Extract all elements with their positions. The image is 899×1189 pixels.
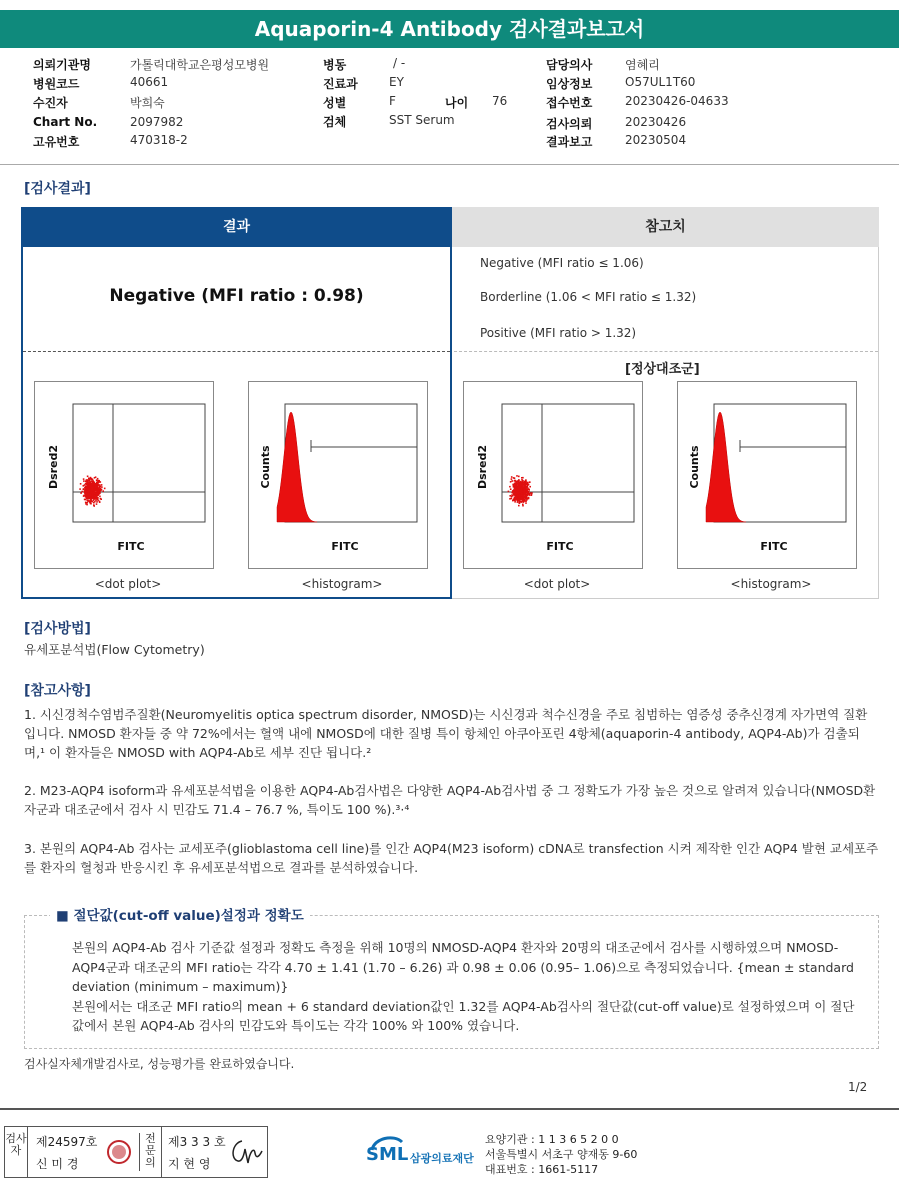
info-label: 병원코드 bbox=[33, 77, 80, 91]
signer-2-license: 제3 3 3 호 bbox=[168, 1135, 226, 1149]
signer-1-name: 신 미 경 bbox=[36, 1157, 79, 1171]
cutoff-paragraph-2: 본원에서는 대조군 MFI ratio의 mean + 6 standard deviation값인 1.32를 AQP4-Ab검사의 절단값(cut-off value)로 설정하였으며 이 절단값에서 본원 AQP4-Ab 검사의 민감도와 특이도는 각각 100% 와 100% 였습니다. bbox=[72, 998, 855, 1033]
reference-negative: Negative (MFI ratio ≤ 1.06) bbox=[480, 256, 644, 270]
info-value: F bbox=[389, 94, 396, 108]
info-value: 20230426 bbox=[625, 115, 687, 129]
info-label: 검체 bbox=[323, 115, 347, 129]
info-value: EY bbox=[389, 75, 404, 89]
signer-role-label: 검사자 bbox=[5, 1132, 27, 1157]
signer-1-license: 제24597호 bbox=[36, 1135, 98, 1149]
info-label: 고유번호 bbox=[33, 135, 80, 149]
footer-note: 검사실자체개발검사로, 성능평가를 완료하였습니다. bbox=[24, 1057, 295, 1071]
info-label: 의뢰기관명 bbox=[33, 58, 91, 72]
method-section-title: [검사방법] bbox=[24, 621, 91, 637]
histogram-graphic bbox=[678, 382, 866, 570]
org-code: 요양기관 : 1 1 3 6 5 2 0 0 bbox=[485, 1133, 619, 1146]
info-label: 진료과 bbox=[323, 77, 358, 91]
info-label: 수진자 bbox=[33, 96, 68, 110]
reference-header: 참고치 bbox=[452, 207, 879, 247]
signature-icon bbox=[228, 1137, 264, 1167]
signer-2-cell bbox=[161, 1127, 267, 1177]
signer-role-label: 전문의 bbox=[139, 1133, 161, 1171]
info-value: O57UL1T60 bbox=[625, 75, 696, 89]
org-info bbox=[485, 1132, 637, 1177]
notes-section-title: [참고사항] bbox=[24, 683, 91, 699]
patient-histogram bbox=[248, 381, 428, 569]
org-address: 서울특별시 서초구 양재동 9-60 bbox=[485, 1148, 638, 1161]
info-value: 20230426-04633 bbox=[625, 94, 729, 108]
info-label: Chart No. bbox=[33, 115, 98, 129]
info-value: SST Serum bbox=[389, 113, 455, 127]
patient-dot-plot bbox=[34, 381, 214, 569]
divider bbox=[454, 351, 878, 352]
method-text: 유세포분석법(Flow Cytometry) bbox=[24, 642, 205, 657]
info-value: 76 bbox=[492, 94, 508, 108]
divider bbox=[23, 351, 450, 352]
signer-2-name: 지 현 영 bbox=[168, 1157, 211, 1171]
info-label: 검사의뢰 bbox=[546, 117, 593, 131]
dot-plot-y-label: Dsred2 bbox=[476, 444, 489, 490]
note-3: 3. 본원의 AQP4-Ab 검사는 교세포주(glioblastoma cell line)를 인간 AQP4(M23 isoform) cDNA로 transfection 시켜 제작한 인간 AQP4 발현 교세포주를 환자의 혈청과 반응시킨 후 유세포분석법으로 결과를 분석하였습니다. bbox=[24, 841, 879, 875]
page-number: 1/2 bbox=[848, 1080, 868, 1094]
result-header: 결과 bbox=[21, 207, 452, 247]
info-label: 나이 bbox=[445, 96, 469, 110]
info-value: 470318-2 bbox=[130, 133, 188, 147]
histogram-y-label: Counts bbox=[259, 445, 272, 489]
info-label: 담당의사 bbox=[546, 58, 593, 72]
note-2: 2. M23-AQP4 isoform과 유세포분석법을 이용한 AQP4-Ab검사법은 다양한 AQP4-Ab검사법 중 그 정확도가 가장 높은 것으로 알려져 있습니다(NMOSD환자군과 대조군에서 검사 시 민감도 71.4 – 76.7 %, 특이도 100 %).³·⁴ bbox=[24, 783, 876, 817]
info-value: 염혜리 bbox=[625, 58, 660, 72]
dot-plot-x-label: FITC bbox=[546, 540, 574, 553]
seal-icon bbox=[106, 1139, 132, 1165]
histogram-caption: <histogram> bbox=[301, 577, 383, 591]
cutoff-text bbox=[72, 938, 862, 1036]
info-label: 병동 bbox=[323, 58, 347, 72]
report-title: Aquaporin-4 Antibody 검사결과보고서 bbox=[0, 10, 899, 48]
result-value: Negative (MFI ratio : 0.98) bbox=[109, 286, 364, 306]
org-phone: 대표번호 : 1661-5117 bbox=[485, 1163, 599, 1176]
histogram-y-label: Counts bbox=[688, 445, 701, 489]
dot-plot-graphic bbox=[35, 382, 215, 570]
dot-plot-graphic bbox=[464, 382, 652, 570]
signer-1-cell bbox=[27, 1127, 139, 1177]
results-section-title: [검사결과] bbox=[24, 181, 91, 197]
info-value: 2097982 bbox=[130, 115, 184, 129]
cutoff-paragraph-1: 본원의 AQP4-Ab 검사 기준값 설정과 정확도 측정을 위해 10명의 NMOSD-AQP4 환자와 20명의 대조군에서 검사를 시행하였으며 NMOSD-AQP4군과 대조군의 MFI ratio는 각각 4.70 ± 1.41 (1.70 – 6.26) 과 0.98 ± 0.06 (0.95– 1.06)으로 측정되었습니다. {mean ± standard deviation (minimum – maximum)} bbox=[72, 940, 854, 994]
reference-positive: Positive (MFI ratio > 1.32) bbox=[480, 326, 637, 340]
cutoff-title: ■ 절단값(cut-off value)설정과 정확도 bbox=[50, 904, 310, 924]
info-label: 성별 bbox=[323, 96, 347, 110]
histogram-graphic bbox=[249, 382, 437, 570]
control-dot-plot bbox=[463, 381, 643, 569]
dot-plot-caption: <dot plot> bbox=[523, 577, 591, 591]
info-label: 결과보고 bbox=[546, 135, 593, 149]
dot-plot-caption: <dot plot> bbox=[94, 577, 162, 591]
info-label: 임상정보 bbox=[546, 77, 593, 91]
dot-plot-x-label: FITC bbox=[117, 540, 145, 553]
divider bbox=[0, 1108, 899, 1110]
divider bbox=[0, 164, 899, 165]
logo-text: SML bbox=[366, 1144, 409, 1165]
histogram-x-label: FITC bbox=[760, 540, 788, 553]
histogram-caption: <histogram> bbox=[730, 577, 812, 591]
info-value: 가톨릭대학교은평성모병원 bbox=[130, 58, 270, 72]
info-value: / - bbox=[393, 56, 406, 70]
normal-control-label: [정상대조군] bbox=[625, 362, 700, 377]
histogram-x-label: FITC bbox=[331, 540, 359, 553]
org-name: 삼광의료재단 bbox=[410, 1152, 474, 1165]
info-value: 20230504 bbox=[625, 133, 687, 147]
dot-plot-y-label: Dsred2 bbox=[47, 444, 60, 490]
note-1: 1. 시신경척수염범주질환(Neuromyelitis optica spectrum disorder, NMOSD)는 시신경과 척수신경을 주로 침범하는 염증성 중추신경계 자가면역 질환입니다. NMOSD 환자들 중 약 72%에서는 혈액 내에 NMOSD에 대한 질병 특이 항체인 아쿠아포린 4항체(aquaporin-4 antibody, AQP4-Ab)가 검출되며,¹ 이 환자들은 NMOSD with AQP4-Ab로 세부 진단 됩니다.² bbox=[24, 707, 868, 760]
info-label: 접수번호 bbox=[546, 96, 593, 110]
info-value: 박희숙 bbox=[130, 96, 165, 110]
reference-borderline: Borderline (1.06 < MFI ratio ≤ 1.32) bbox=[480, 290, 697, 304]
control-histogram bbox=[677, 381, 857, 569]
info-value: 40661 bbox=[130, 75, 169, 89]
signature-box bbox=[4, 1126, 268, 1178]
